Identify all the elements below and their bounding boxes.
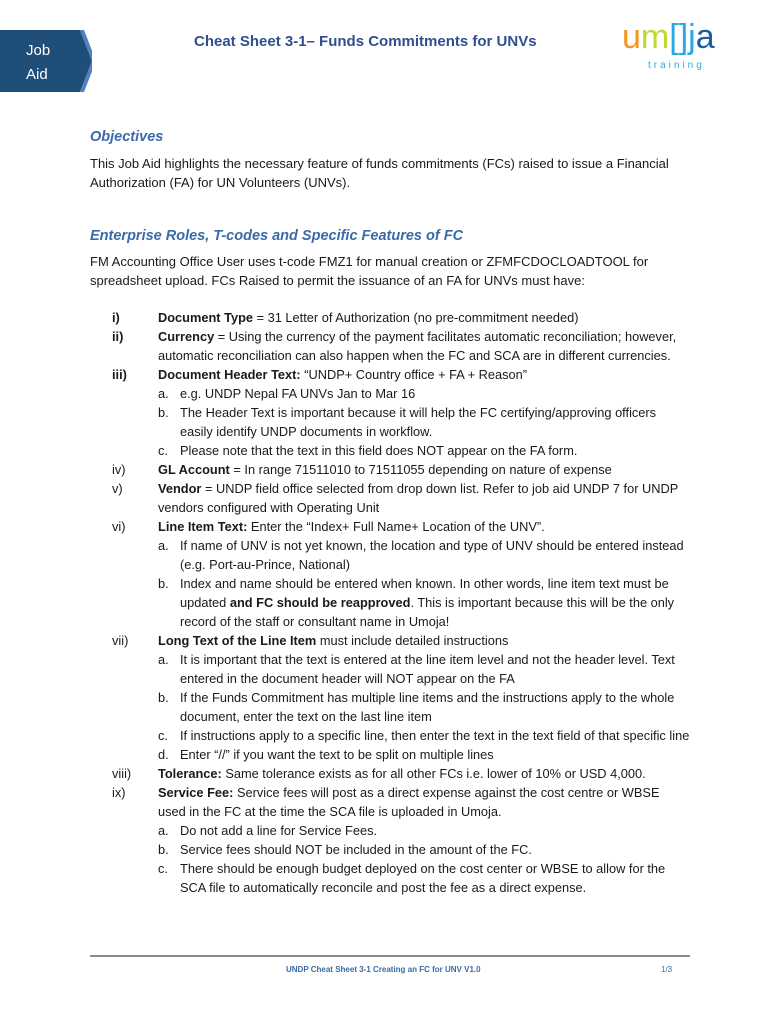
sub-list-item-letter: b.	[158, 690, 169, 705]
sub-list-item-text: If name of UNV is not yet known, the location and type of UNV should be entered instead (e.g. Port-au-Prince, National)	[180, 538, 684, 572]
list-item-number: ix)	[112, 785, 126, 800]
sub-list-item-letter: c.	[158, 443, 168, 458]
umoja-logo	[622, 18, 742, 74]
list-item-number: iv)	[112, 462, 126, 477]
footer-text: UNDP Cheat Sheet 3-1 Creating an FC for UNV V1.0	[286, 965, 481, 974]
logo-subtitle: training	[648, 60, 705, 71]
list-item-text: Same tolerance exists as for all other FCs i.e. lower of 10% or USD 4,000.	[221, 766, 646, 781]
sub-list-item	[90, 574, 690, 631]
sub-list-item	[90, 384, 690, 403]
sub-list-item-letter: a.	[158, 386, 169, 401]
list-item-number: ii)	[112, 329, 124, 344]
list-item-number: v)	[112, 481, 123, 496]
job-aid-tab	[0, 30, 92, 92]
sub-list-item	[90, 726, 690, 745]
list-item	[90, 327, 690, 365]
list-item-number: vii)	[112, 633, 129, 648]
list-item-label: Tolerance:	[158, 766, 222, 781]
umoja-logo-wordmark: um[]ja	[622, 18, 715, 56]
sub-list-item-text: Please note that the text in this field does NOT appear on the FA form.	[180, 443, 578, 458]
list-item-label: Long Text of the Line Item	[158, 633, 317, 648]
list-item	[90, 460, 690, 479]
list-item	[90, 631, 690, 650]
sub-list-item-text: There should be enough budget deployed on the cost center or WBSE to allow for the SCA file to automatically reconcile and post the fee as a direct expense.	[180, 861, 666, 895]
sub-list-item	[90, 403, 690, 441]
sub-list-item-text: Service fees should NOT be included in the amount of the FC.	[180, 842, 532, 857]
page-number: 1/3	[661, 965, 673, 974]
list-item-text: “UNDP+ Country office + FA + Reason”	[300, 367, 528, 382]
list-item-text: must include detailed instructions	[316, 633, 509, 648]
list-item-number: iii)	[112, 367, 127, 382]
list-item-text: Service fees will post as a direct expense against the cost centre or WBSE used in the FC at the time the SCA file is uploaded in Umoja.	[158, 785, 660, 819]
sub-list-item	[90, 650, 690, 688]
sub-list-item	[90, 840, 690, 859]
list-item	[90, 517, 690, 536]
list-item-text: = 31 Letter of Authorization (no pre-commitment needed)	[253, 310, 579, 325]
roles-intro: FM Accounting Office User uses t-code FMZ1 for manual creation or ZFMFCDOCLOADTOOL for spreadsheet upload. FCs Raised to permit the issuance of an FA for UNVs must have:	[90, 254, 649, 288]
roles-heading: Enterprise Roles, T-codes and Specific Features of FC	[90, 228, 464, 244]
list-item-label: Vendor	[158, 481, 202, 496]
list-item-text: Enter the “Index+ Full Name+ Location of the UNV”.	[247, 519, 545, 534]
list-item	[90, 365, 690, 384]
sub-list-item-text: It is important that the text is entered at the line item level and not the header level. Text entered in the document header will NOT appear on the FA	[180, 652, 675, 686]
sub-list-item-emphasis: and FC should be reapproved	[229, 595, 411, 610]
sub-list-item	[90, 859, 690, 897]
sub-list-item-text: The Header Text is important because it will help the FC certifying/approving officers easily identify UNDP documents in workflow.	[180, 405, 657, 439]
tab-label-line2: Aid	[26, 66, 48, 83]
list-item-label: GL Account	[158, 462, 230, 477]
list-item-number: vi)	[112, 519, 126, 534]
list-item-number: i)	[112, 310, 120, 325]
sub-list-item-letter: b.	[158, 576, 169, 591]
list-item-text: = Using the currency of the payment facilitates automatic reconciliation; however, automatic reconciliation can also happen when the FC and SCA are in different currencies.	[158, 329, 677, 363]
objectives-heading: Objectives	[90, 129, 164, 145]
list-item	[90, 308, 690, 327]
list-item	[90, 783, 690, 821]
sub-list-item-letter: b.	[158, 842, 169, 857]
sub-list-item	[90, 688, 690, 726]
list-item-number: viii)	[112, 766, 132, 781]
list-item-label: Document Header Text:	[158, 367, 301, 382]
sub-list-item	[90, 821, 690, 840]
list-item-text: = UNDP field office selected from drop down list. Refer to job aid UNDP 7 for UNDP vendors configured with Operating Unit	[158, 481, 679, 515]
sub-list-item-letter: b.	[158, 405, 169, 420]
requirements-list	[90, 308, 690, 897]
sub-list-item-letter: d.	[158, 747, 169, 762]
list-item-label: Document Type	[158, 310, 254, 325]
list-item	[90, 764, 690, 783]
sub-list-item-letter: a.	[158, 823, 169, 838]
sub-list-item	[90, 441, 690, 460]
sub-list-item-text: Do not add a line for Service Fees.	[180, 823, 378, 838]
sub-list-item-text: e.g. UNDP Nepal FA UNVs Jan to Mar 16	[180, 386, 416, 401]
sub-list-item-text: Index and name should be entered when known. In other words, line item text must be updated	[180, 576, 669, 610]
list-item	[90, 479, 690, 517]
sub-list-item-letter: c.	[158, 728, 168, 743]
sub-list-item	[90, 536, 690, 574]
page-title: Cheat Sheet 3-1– Funds Commitments for UNVs	[194, 33, 537, 50]
sub-list-item-text: If instructions apply to a specific line, then enter the text in the text field of that specific line	[180, 728, 690, 743]
objectives-text: This Job Aid highlights the necessary feature of funds commitments (FCs) raised to issue a Financial Authorization (FA) for UN Volunteers (UNVs).	[90, 156, 669, 190]
sub-list-item	[90, 745, 690, 764]
list-item-text: = In range 71511010 to 71511055 depending on nature of expense	[229, 462, 612, 477]
list-item-label: Currency	[158, 329, 215, 344]
sub-list-item-text: If the Funds Commitment has multiple line items and the instructions apply to the whole document, enter the text on the last line item	[180, 690, 675, 724]
sub-list-item-letter: c.	[158, 861, 168, 876]
footer-divider	[90, 955, 690, 957]
sub-list-item-text: Enter “//” if you want the text to be split on multiple lines	[180, 747, 494, 762]
tab-label-line1: Job	[26, 42, 51, 59]
list-item-label: Service Fee:	[158, 785, 234, 800]
sub-list-item-letter: a.	[158, 538, 169, 553]
sub-list-item-text: . This is important because this will be the only record of the staff or consultant name in Umoja!	[180, 595, 675, 629]
list-item-label: Line Item Text:	[158, 519, 248, 534]
sub-list-item-letter: a.	[158, 652, 169, 667]
